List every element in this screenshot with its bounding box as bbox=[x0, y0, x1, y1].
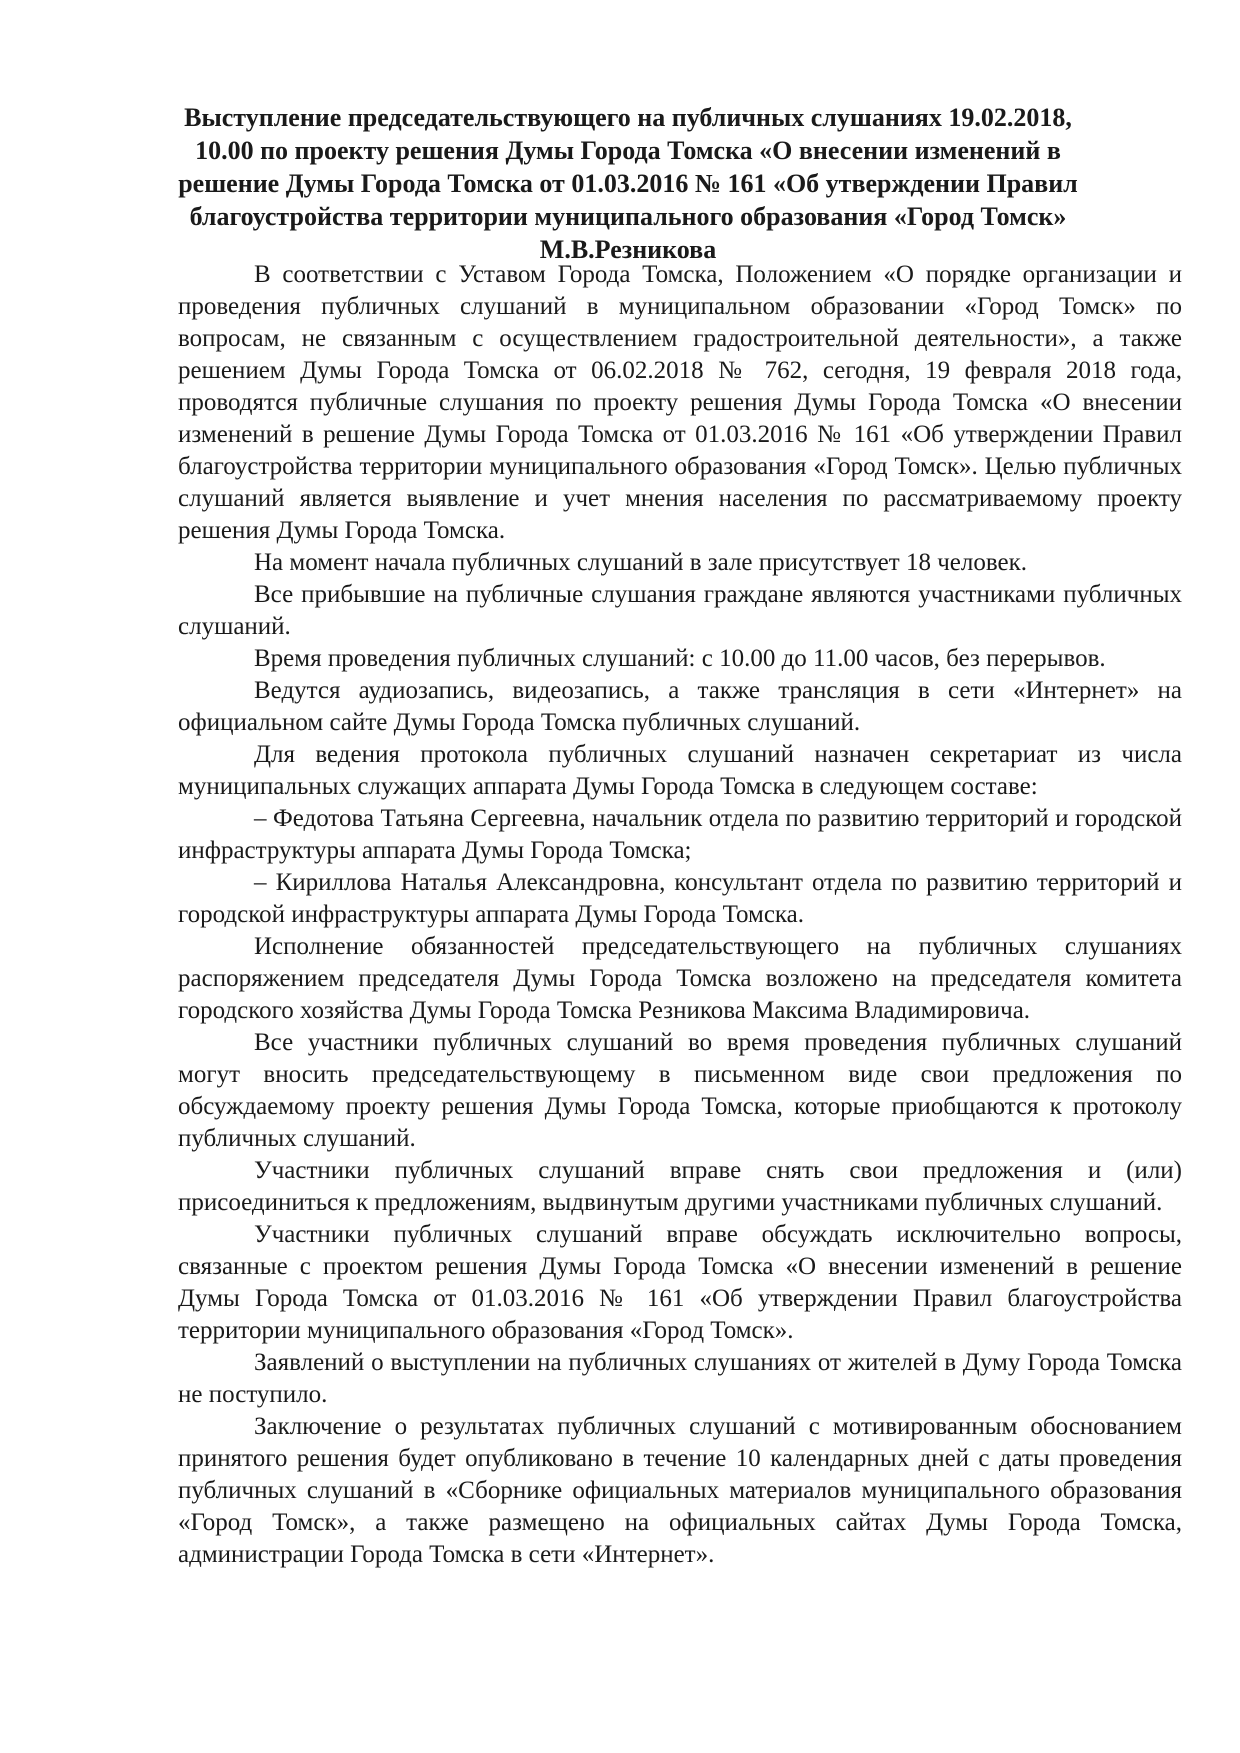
paragraph-applications: Заявлений о выступлении на публичных слушаниях от жителей в Думу Города Томска не поступило. bbox=[178, 1349, 1182, 1408]
paragraph-attendance: На момент начала публичных слушаний в зале присутствует 18 человек. bbox=[254, 549, 1027, 576]
paragraph-secretariat: Для ведения протокола публичных слушаний назначен секретариат из числа муниципальных служащих аппарата Думы Города Томска в следующем составе: bbox=[178, 741, 1182, 800]
paragraph-secretary-1: – Федотова Татьяна Сергеевна, начальник отдела по развитию территорий и городской инфраструктуры аппарата Думы Города Томска; bbox=[178, 805, 1182, 864]
paragraph-scope: Участники публичных слушаний вправе обсуждать исключительно вопросы, связанные с проектом решения Думы Города Томска «О внесении изменений в решение Думы Города Томска от 01.03.2016 № 161 «Об утверждении Правил благоустройства территории муниципального образования «Город Томск». bbox=[178, 1221, 1182, 1344]
paragraph-participants: Все прибывшие на публичные слушания граждане являются участниками публичных слушаний. bbox=[178, 581, 1182, 640]
paragraph-time: Время проведения публичных слушаний: с 10.00 до 11.00 часов, без перерывов. bbox=[254, 645, 1106, 672]
paragraph-conclusion: Заключение о результатах публичных слушаний с мотивированным обоснованием принятого решения будет опубликовано в течение 10 календарных дней с даты проведения публичных слушаний в «Сборнике официальных материалов муниципального образования «Город Томск», а также размещено на официальных сайтах Думы Города Томска, администрации Города Томска в сети «Интернет». bbox=[178, 1413, 1182, 1568]
paragraph-secretary-2: – Кириллова Наталья Александровна, консультант отдела по развитию территорий и городской инфраструктуры аппарата Думы Города Томска. bbox=[178, 869, 1182, 928]
paragraph-proposals: Все участники публичных слушаний во время проведения публичных слушаний могут вносить председательствующему в письменном виде свои предложения по обсуждаемому проекту решения Думы Города Томска, которые приобщаются к протоколу публичных слушаний. bbox=[178, 1029, 1182, 1152]
paragraph-intro: В соответствии с Уставом Города Томска, Положением «О порядке организации и проведения публичных слушаний в муниципальном образовании «Город Томск» по вопросам, не связанным с осуществлением градостроительной деятельности», а также решением Думы Города Томска от 06.02.2018 № 762, сегодня, 19 февраля 2018 года, проводятся публичные слушания по проекту решения Думы Города Томска «О внесении изменений в решение Думы Города Томска от 01.03.2016 № 161 «Об утверждении Правил благоустройства территории муниципального образования «Город Томск». Целью публичных слушаний является выявление и учет мнения населения по рассматриваемому проекту решения Думы Города Томска. bbox=[178, 261, 1182, 544]
paragraph-chairperson: Исполнение обязанностей председательствующего на публичных слушаниях распоряжением председателя Думы Города Томска возложено на председателя комитета городского хозяйства Думы Города Томска Резникова Максима Владимировича. bbox=[178, 933, 1182, 1024]
document-title: Выступление председательствующего на публичных слушаниях 19.02.2018, 10.00 по проекту решения Думы Города Томска «О внесении изменений в решение Думы Города Томска от 01.03.2016 № 161 «Об утверждении Правил благоустройства территории муниципального образования «Город Томск» М.В.Резникова bbox=[178, 103, 1078, 264]
paragraph-recording: Ведутся аудиозапись, видеозапись, а также трансляция в сети «Интернет» на официальном сайте Думы Города Томска публичных слушаний. bbox=[178, 677, 1182, 736]
paragraph-withdraw: Участники публичных слушаний вправе снять свои предложения и (или) присоединиться к предложениям, выдвинутым другими участниками публичных слушаний. bbox=[178, 1157, 1182, 1216]
document-body bbox=[178, 259, 1182, 1571]
